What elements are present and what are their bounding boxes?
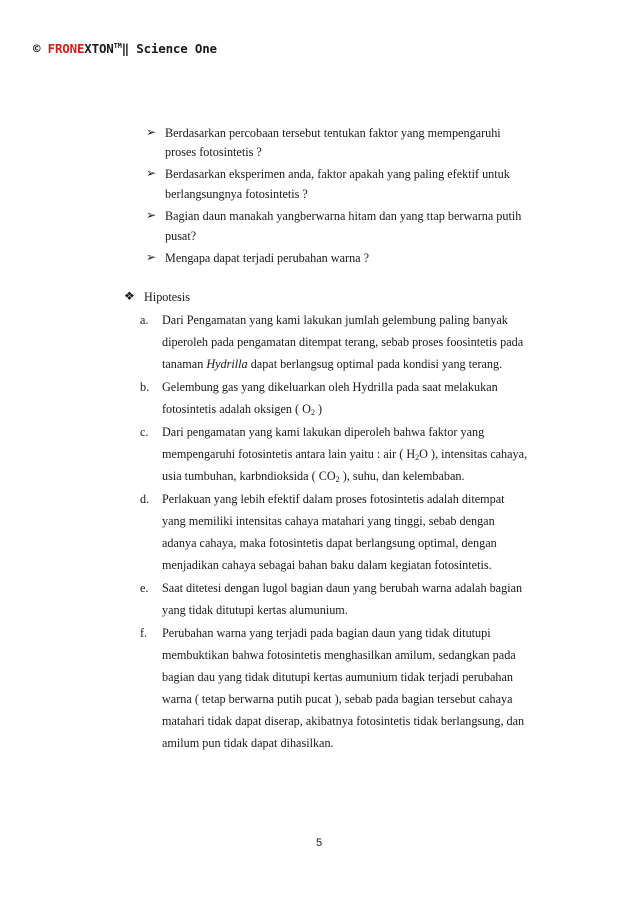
hipotesis-title: Hipotesis [144, 290, 191, 304]
diamond-bullet-icon: ❖ [124, 289, 135, 303]
item-c-line-1: Dari pengamatan yang kami lakukan diperoleh bahwa faktor yang [162, 425, 485, 439]
question-3-line-1: Bagian daun manakah yangberwarna hitam dan yang ttap berwarna putih [165, 209, 522, 223]
item-f-line-5: matahari tidak dapat diserap, akibatnya fotosintetis tidak berlangsung, dan [162, 714, 525, 728]
arrow-bullet-icon: ➢ [146, 208, 157, 222]
item-f-line-2: membuktikan bahwa fotosintetis menghasilkan amilum, sedangkan pada [162, 648, 516, 662]
item-f-line-1: Perubahan warna yang terjadi pada bagian daun yang tidak ditutupi [162, 626, 491, 640]
hydrilla-italic: Hydrilla [206, 357, 248, 371]
item-c-line-2: mempengaruhi fotosintetis antara lain yaitu : air ( $H_2O$ ), intensitas cahaya, [162, 447, 528, 462]
item-e-label: e. [140, 581, 149, 595]
header-separator: ‖ [121, 41, 129, 56]
item-b-line-2: fotosintetis adalah oksigen ( $O_2$ ) [162, 402, 323, 417]
arrow-bullet-icon: ➢ [146, 166, 157, 180]
item-a-line-3: tanaman Hydrilla dapat berlangsug optimal pada kondisi yang terang. [162, 357, 503, 371]
item-a-line-2: diperoleh pada pengamatan ditempat terang, sebab proses foosintetis pada [162, 335, 524, 349]
item-d-line-4: menjadikan cahaya sebagai bahan baku dalam kegiatan fotosintetis. [162, 558, 492, 572]
question-2-line-2: berlangsungnya fotosintetis ? [165, 187, 308, 201]
arrow-bullet-icon: ➢ [146, 125, 157, 139]
item-d-line-1: Perlakuan yang lebih efektif dalam proses fotosintetis adalah ditempat [162, 492, 505, 506]
item-a-line-1: Dari Pengamatan yang kami lakukan jumlah gelembung paling banyak [162, 313, 508, 327]
question-2-line-1: Berdasarkan eksperimen anda, faktor apakah yang paling efektif untuk [165, 167, 510, 181]
item-f-line-4: warna ( tetap berwarna putih pucat ), sebab pada bagian tersebut cahaya [162, 692, 513, 706]
item-a-label: a. [140, 313, 149, 327]
question-4-line-1: Mengapa dapat terjadi perubahan warna ? [165, 251, 370, 265]
item-c-label: c. [140, 425, 149, 439]
copyright-symbol: © [33, 41, 41, 56]
item-f-label: f. [140, 626, 148, 640]
header-subtitle: Science One [136, 41, 217, 56]
brand-rest: XTON [84, 41, 114, 56]
question-1-line-1: Berdasarkan percobaan tersebut tentukan faktor yang mempengaruhi [165, 126, 501, 140]
item-b-line-1: Gelembung gas yang dikeluarkan oleh Hydrilla pada saat melakukan [162, 380, 498, 394]
question-3-line-2: pusat? [165, 229, 197, 243]
item-d-line-2: yang memiliki intensitas cahaya matahari yang tinggi, sebab dengan [162, 514, 495, 528]
item-d-line-3: adanya cahaya, maka fotosintetis dapat berlangsung optimal, dengan [162, 536, 497, 550]
item-e-line-1: Saat ditetesi dengan lugol bagian daun yang berubah warna adalah bagian [162, 581, 523, 595]
item-e-line-2: yang tidak ditutupi kertas alumunium. [162, 603, 348, 617]
question-1-line-2: proses fotosintetis ? [165, 145, 262, 159]
item-f-line-6: amilum pun tidak dapat dihasilkan. [162, 736, 334, 750]
item-f-line-3: bagian dau yang tidak ditutupi kertas aumunium tidak terjadi perubahan [162, 670, 513, 684]
page-number: 5 [315, 837, 323, 849]
item-d-label: d. [140, 492, 150, 506]
arrow-bullet-icon: ➢ [146, 250, 157, 264]
page-header [33, 41, 217, 56]
item-b-label: b. [140, 380, 150, 394]
item-c-line-3: usia tumbuhan, karbndioksida ( $CO_2$ ), suhu, dan kelembaban. [162, 469, 465, 484]
brand-red: FRONE [47, 41, 85, 56]
trademark: TM [113, 42, 122, 50]
